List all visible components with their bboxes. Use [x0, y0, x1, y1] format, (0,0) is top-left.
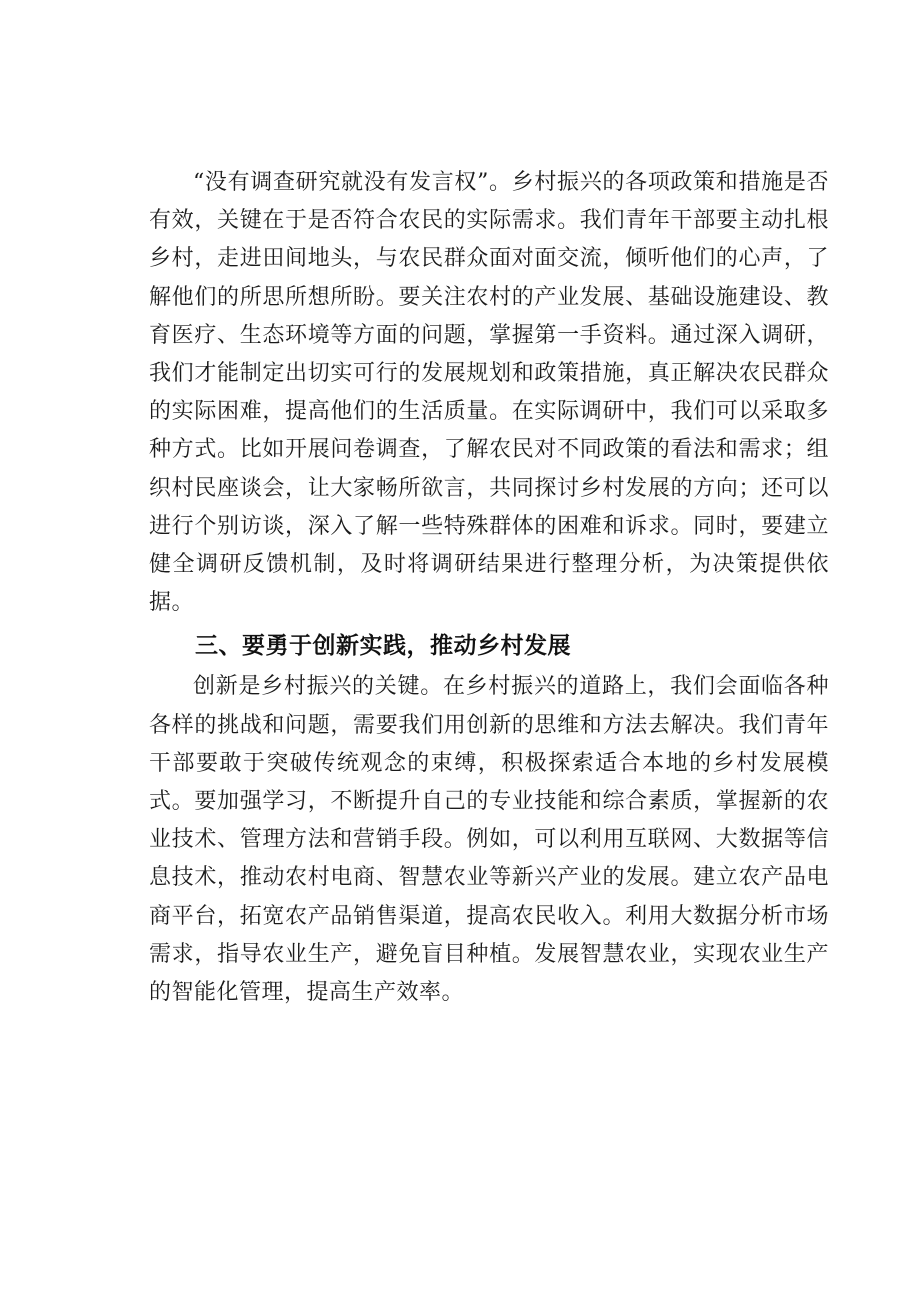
paragraph-innovation: 创新是乡村振兴的关键。在乡村振兴的道路上，我们会面临各种各样的挑战和问题，需要我们用创新的思维和方法去解决。我们青年干部要敢于突破传统观念的束缚，积极探索适合本地的乡村发展模式。要加强学习，不断提升自己的专业技能和综合素质，掌握新的农业技术、管理方法和营销手段。例如，可以利用互联网、大数据等信息技术，推动农村电商、智慧农业等新兴产业的发展。建立农产品电商平台，拓宽农产品销售渠道，提高农民收入。利用大数据分析市场需求，指导农业生产，避免盲目种植。发展智慧农业，实现农业生产的智能化管理，提高生产效率。: [149, 674, 829, 1006]
section-heading-innovation: 三、要勇于创新实践，推动乡村发展: [195, 633, 571, 660]
document-body: [149, 164, 829, 1012]
paragraph-research: “没有调查研究就没有发言权”。乡村振兴的各项政策和措施是否有效，关键在于是否符合农民的实际需求。我们青年干部要主动扎根乡村，走进田间地头，与农民群众面对面交流，倾听他们的心声，了解他们的所思所想所盼。要关注农村的产业发展、基础设施建设、教育医疗、生态环境等方面的问题，掌握第一手资料。通过深入调研，我们才能制定出切实可行的发展规划和政策措施，真正解决农民群众的实际困难，提高他们的生活质量。在实际调研中，我们可以采取多种方式。比如开展问卷调查，了解农民对不同政策的看法和需求；组织村民座谈会，让大家畅所欲言，共同探讨乡村发展的方向；还可以进行个别访谈，深入了解一些特殊群体的困难和诉求。同时，要建立健全调研反馈机制，及时将调研结果进行整理分析，为决策提供依据。: [149, 170, 829, 616]
